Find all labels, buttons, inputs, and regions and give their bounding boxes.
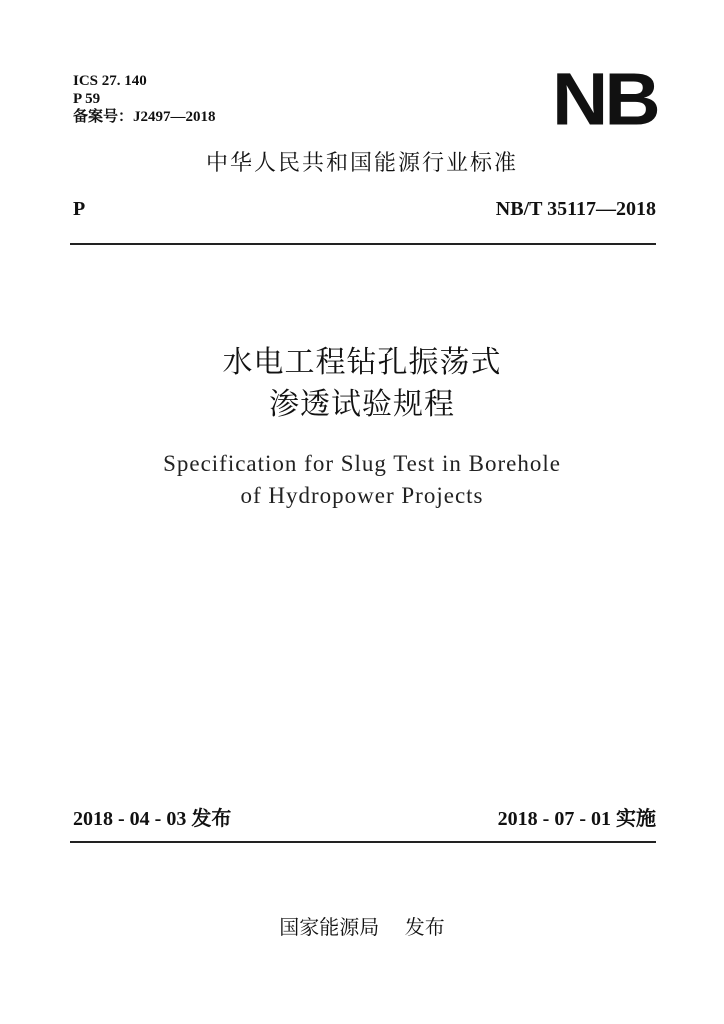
bottom-divider xyxy=(70,841,656,843)
title-cn-line2: 渗透试验规程 xyxy=(269,387,455,422)
effective-date: 2018 - 07 - 01 实施 xyxy=(497,808,656,830)
nb-logo: NB xyxy=(552,57,657,141)
issue-date: 2018 - 04 - 03 发布 xyxy=(73,808,232,830)
publisher-line: 国家能源局 发布 xyxy=(279,915,445,939)
ics-code: ICS 27. 140 xyxy=(73,73,147,89)
filing-number: 备案号：J2497—2018 xyxy=(73,109,216,125)
title-en-line2: of Hydropower Projects xyxy=(240,483,484,508)
ccs-code: P 59 xyxy=(73,91,101,107)
classification-code: P xyxy=(73,198,86,220)
top-divider xyxy=(70,243,656,245)
title-cn-line1: 水电工程钻孔振荡式 xyxy=(222,345,502,380)
standard-number: NB/T 35117—2018 xyxy=(495,198,656,220)
title-en-line1: Specification for Slug Test in Borehole xyxy=(163,451,561,476)
industry-standard-heading: 中华人民共和国能源行业标准 xyxy=(205,151,518,176)
